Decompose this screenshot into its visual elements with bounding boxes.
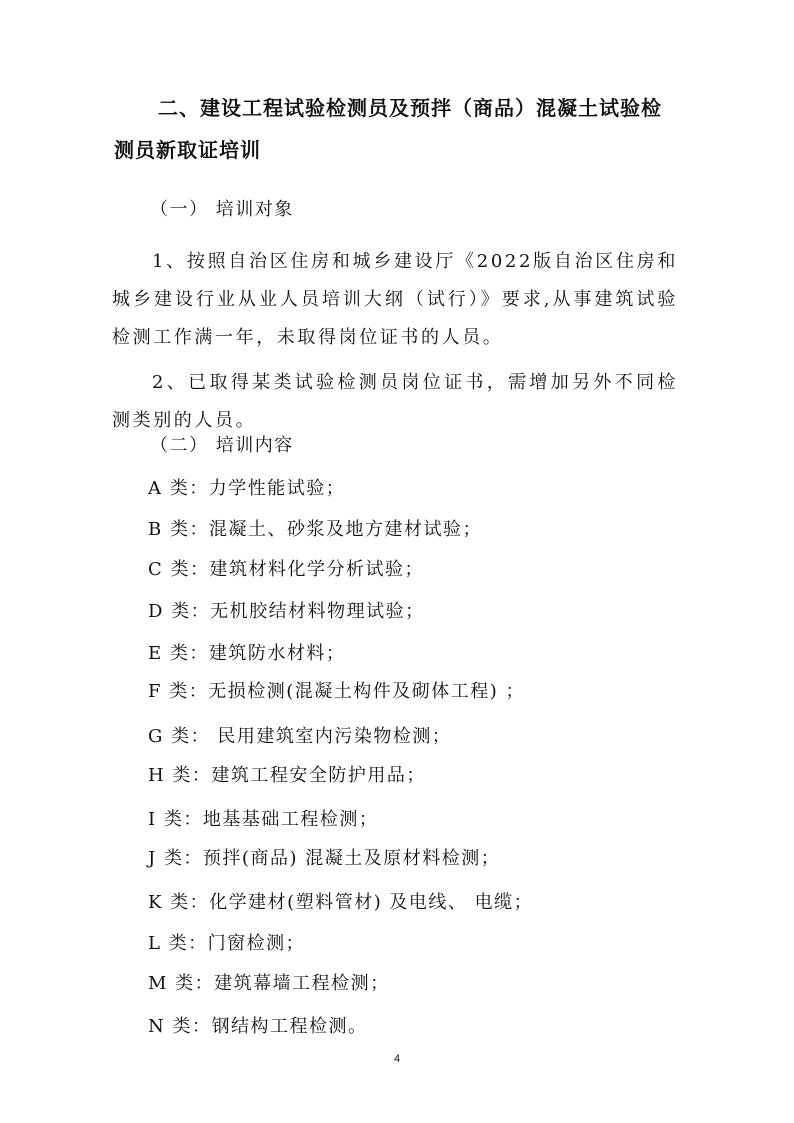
category-item-n: N 类：钢结构工程检测。 bbox=[148, 1016, 368, 1037]
subsection-title-training-content: （二） 培训内容 bbox=[150, 435, 294, 456]
category-item-b: B 类：混凝土、砂浆及地方建材试验； bbox=[148, 519, 482, 540]
category-item-g: G 类： 民用建筑室内污染物检测； bbox=[148, 726, 452, 747]
section-heading-line-1: 二、建设工程试验检测员及预拌（商品）混凝土试验检 bbox=[158, 96, 662, 120]
category-item-k: K 类：化学建材(塑料管材) 及电线、 电缆； bbox=[148, 892, 534, 913]
category-item-e: E 类：建筑防水材料； bbox=[148, 643, 346, 664]
paragraph-target-2: 2、已取得某类试验检测员岗位证书，需增加另外不同检测类别的人员。 bbox=[112, 372, 678, 431]
category-item-i: I 类：地基基础工程检测； bbox=[148, 809, 379, 830]
paragraph-target-1: 1、按照自治区住房和城乡建设厅《2022版自治区住房和城乡建设行业从业人员培训大纲（试行）》要求,从事建筑试验检测工作满一年，未取得岗位证书的人员。 bbox=[112, 251, 678, 348]
section-heading-line-2: 测员新取证培训 bbox=[114, 138, 261, 162]
category-item-m: M 类：建筑幕墙工程检测； bbox=[148, 973, 390, 994]
category-item-a: A 类：力学性能试验； bbox=[148, 478, 346, 499]
category-item-c: C 类：建筑材料化学分析试验； bbox=[148, 559, 424, 580]
category-item-h: H 类：建筑工程安全防护用品； bbox=[148, 765, 426, 786]
category-item-d: D 类：无机胶结材料物理试验； bbox=[148, 601, 425, 622]
category-item-j: J 类：预拌(商品) 混凝土及原材料检测； bbox=[148, 848, 501, 869]
category-item-f: F 类：无损检测(混凝土构件及砌体工程) ； bbox=[148, 681, 525, 702]
subsection-title-training-target: （一） 培训对象 bbox=[150, 199, 294, 220]
category-item-l: L 类：门窗检测； bbox=[148, 933, 306, 954]
page-number: 4 bbox=[393, 1053, 401, 1065]
